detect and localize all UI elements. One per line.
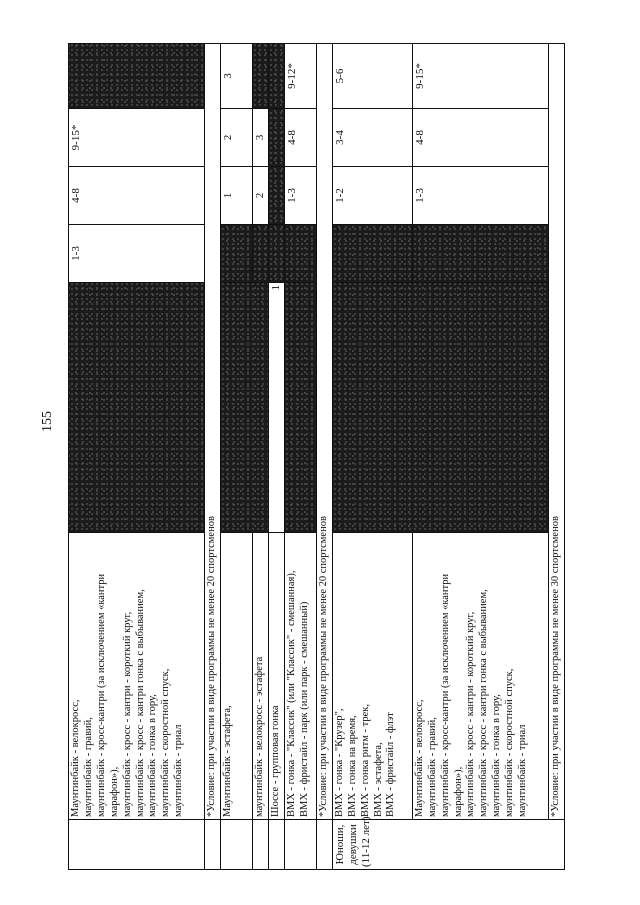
- shaded-cell: [268, 109, 284, 167]
- shaded-cell: [220, 225, 252, 283]
- shaded-cell: [284, 225, 316, 283]
- category-cell-empty: [205, 820, 221, 870]
- table-row: [268, 44, 284, 870]
- place-cell: 1: [220, 167, 252, 225]
- table-row: [69, 44, 205, 870]
- place-range-cell: 4-8: [412, 109, 548, 167]
- discipline-cell: ВМХ - гонка - "Классик" (или "Классик" - смешанная), ВМХ - фристайл - парк (или парк - смешанный): [284, 533, 316, 820]
- discipline-cell: Маунтинбайк - эстафета,: [220, 533, 252, 820]
- place-range-cell: 9-15*: [69, 109, 205, 167]
- table-row: [220, 44, 252, 870]
- condition-note: *Условие: при участии в виде программы не менее 20 спортсменов: [205, 44, 221, 820]
- table-row: [284, 44, 316, 870]
- condition-row: [205, 44, 221, 870]
- place-cell: 3: [220, 44, 252, 109]
- condition-row: [548, 44, 564, 870]
- discipline-cell: ВМХ - гонка - "Крузер", ВМХ - гонка на время, ВМХ - гонка ритм - трек, ВМХ - эстафета, ВМХ - фристайл - флэт: [332, 533, 412, 820]
- shaded-cell: [268, 167, 284, 225]
- condition-note: *Условие: при участии в виде программы не менее 20 спортсменов: [316, 44, 332, 820]
- shaded-cell: [69, 44, 205, 109]
- discipline-cell: Маунтинбайк - велокросс, маунтинбайк - гравий, маунтинбайк - кросс-кантри (за исключением «кантри марафон»), маунтинбайк - кросс - кантри - короткий круг, маунтинбайк - кросс - кантри гонка с выбыванием, маунтинбайк - гонка в гору, маунтинбайк - скоростной спуск, маунтинбайк - триал: [412, 533, 548, 820]
- rotated-page: [40, 10, 613, 870]
- discipline-cell: Маунтинбайк - велокросс, маунтинбайк - гравий, маунтинбайк - кросс-кантри (за исключением «кантри марафон»), маунтинбайк - кросс - кантри - короткий круг, маунтинбайк - кросс - кантри гонка с выбыванием, маунтинбайк - гонка в гору, маунтинбайк - скоростной спуск, маунтинбайк - триал: [69, 533, 205, 820]
- place-range-cell: 1-3: [284, 167, 316, 225]
- shaded-cell: [252, 225, 268, 283]
- place-range-cell: 3-4: [332, 109, 412, 167]
- category-cell-empty: [316, 820, 332, 870]
- shaded-cell: [284, 283, 316, 533]
- shaded-cell: [412, 225, 548, 283]
- category-cell-empty: [284, 820, 316, 870]
- place-range-cell: 4-8: [69, 167, 205, 225]
- category-cell-empty: [220, 820, 252, 870]
- age-category-cell: Юноши, девушки (11-12 лет): [332, 820, 564, 870]
- category-cell-empty: [252, 820, 268, 870]
- shaded-cell: [332, 225, 412, 283]
- place-cell: 2: [252, 167, 268, 225]
- shaded-cell: [252, 44, 268, 109]
- shaded-cell: [69, 283, 205, 533]
- place-cell: 2: [220, 109, 252, 167]
- results-table: [68, 43, 565, 870]
- page-number: 155: [40, 411, 55, 432]
- shaded-cell: [332, 283, 548, 533]
- discipline-cell: Шоссе - групповая гонка: [268, 533, 284, 820]
- condition-row: [316, 44, 332, 870]
- category-cell-empty: [69, 820, 205, 870]
- table-row: [332, 44, 412, 870]
- place-range-cell: 9-15*: [412, 44, 548, 109]
- shaded-cell: [268, 44, 284, 109]
- place-range-cell: 4-8: [284, 109, 316, 167]
- place-range-cell: 1-2: [332, 167, 412, 225]
- discipline-cell: маунтинбайк - велокросс - эстафета: [252, 533, 268, 820]
- place-cell: 1: [268, 283, 284, 533]
- condition-note: *Условие: при участии в виде программы не менее 30 спортсменов: [548, 44, 564, 820]
- shaded-cell: [220, 283, 268, 533]
- place-range-cell: 1-3: [412, 167, 548, 225]
- shaded-cell: [268, 225, 284, 283]
- category-cell-empty: [268, 820, 284, 870]
- place-range-cell: 5-6: [332, 44, 412, 109]
- place-cell: 3: [252, 109, 268, 167]
- place-range-cell: 9-12*: [284, 44, 316, 109]
- place-range-cell: 1-3: [69, 225, 205, 283]
